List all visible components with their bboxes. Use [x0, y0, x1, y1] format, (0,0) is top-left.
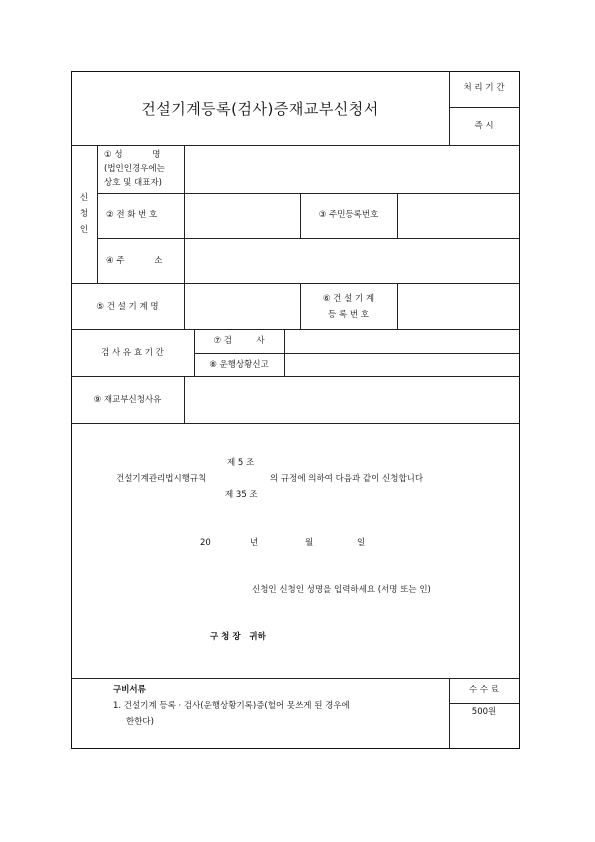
date-year-unit: 년: [250, 538, 259, 548]
fee-value: 500원: [471, 707, 497, 717]
reissue-reason-field[interactable]: [186, 378, 517, 421]
inspection-validity-label: 검 사 유 효 기 간: [101, 348, 164, 358]
machine-name-field[interactable]: [186, 285, 298, 327]
reissue-reason-label: ⑨ 재교부신청사유: [93, 395, 162, 405]
name-sublabel-2: 상호 및 대표자): [104, 178, 162, 188]
article-top: 제 5 조: [227, 458, 255, 468]
address-label: ④ 주 소: [106, 256, 163, 266]
form-border-left: [71, 71, 72, 748]
machine-name-label: ⑤ 건 설 기 계 명: [96, 302, 159, 312]
registration-number-label-2: 등 록 번 호: [328, 310, 369, 320]
applicant-section-char-1: 신: [79, 193, 89, 203]
address-field[interactable]: [186, 240, 517, 281]
resident-number-field[interactable]: [399, 195, 517, 236]
applicant-section-char-2: 청: [79, 209, 89, 219]
recipient: 구 청 장 귀하: [210, 632, 266, 642]
resident-number-label: ③ 주민등록번호: [318, 210, 379, 220]
rule-name: 건설기계관리법시행규칙: [116, 474, 207, 484]
name-sublabel-1: (법인인경우에는: [104, 164, 165, 174]
applicant-signature-line: 신청인 신청인 성명을 입력하세요 (서명 또는 인): [252, 585, 431, 595]
name-field[interactable]: [186, 147, 517, 191]
required-doc-item-2: 한한다): [126, 717, 154, 727]
form-border-right: [519, 71, 520, 748]
statement-text: 의 규정에 의하여 다음과 같이 신청합니다: [270, 474, 424, 484]
inspection-field[interactable]: [286, 331, 517, 351]
phone-field[interactable]: [186, 195, 298, 236]
name-label: ① 성 명: [104, 150, 161, 160]
date-month-unit: 월: [305, 538, 314, 548]
phone-label: ② 전 화 번 호: [106, 210, 158, 220]
fee-label: 수 수 료: [468, 685, 500, 695]
date-day-unit: 일: [357, 538, 366, 548]
required-doc-item-1: 1. 건설기계 등록 · 검사(운행상황기록)증(헐어 못쓰게 된 경우에: [113, 701, 350, 711]
operation-report-label: ⑧ 운행상황신고: [209, 360, 269, 370]
date-year: 20: [200, 538, 211, 548]
article-bottom: 제 35 조: [225, 490, 258, 500]
form-border-bottom: [71, 748, 520, 749]
applicant-section-char-3: 인: [79, 225, 89, 235]
processing-period-value: 즉 시: [474, 121, 494, 131]
form-border-top: [71, 71, 520, 72]
registration-number-field[interactable]: [399, 285, 517, 327]
operation-report-field[interactable]: [286, 355, 517, 374]
form-title: 건설기계등록(검사)증재교부신청서: [141, 100, 379, 118]
required-docs-title: 구비서류: [113, 685, 146, 695]
processing-period-label: 처 리 기 간: [463, 83, 505, 93]
registration-number-label-1: ⑥ 건 설 기 계: [322, 294, 375, 304]
inspection-label: ⑦ 검 사: [213, 336, 265, 346]
